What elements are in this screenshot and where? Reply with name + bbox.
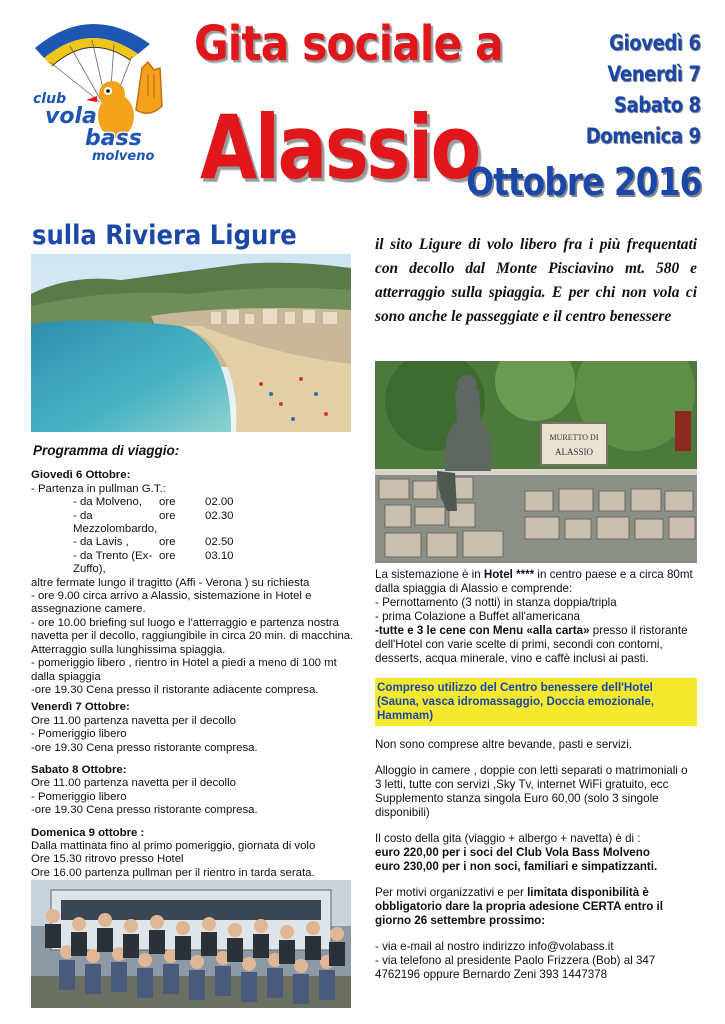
thursday-title: Giovedì 6 Ottobre: [31, 469, 131, 482]
cost-paragraph [375, 832, 697, 874]
stop-label: ore [159, 549, 176, 562]
spa-highlight: Compreso utilizzo del Centro benessere dell'Hotel (Sauna, vasca idromassaggio, Doccia emozionale, Hammam) [375, 678, 697, 726]
title-gita-sociale: Gita sociale a [194, 16, 503, 72]
sunday-line: Ore 16.00 partenza pullman per il rientro in tarda serata. [31, 866, 315, 879]
stop-row [31, 536, 355, 549]
stop-time: 02.00 [205, 496, 234, 509]
title-alassio: Alassio [200, 96, 479, 199]
stop-place: - da Trento (Ex- Zuffo), [73, 549, 153, 576]
cost-intro: Il costo della gita (viaggio + albergo + navetta) è di : [375, 832, 641, 845]
beach-photo [31, 254, 351, 432]
event-dates [567, 28, 701, 152]
date-friday: Venerdì 7 [607, 62, 701, 86]
muretto-alassio-photo [375, 361, 697, 563]
contact-phone: - via telefono al presidente Paolo Frizzera (Bob) al 347 4762196 oppure Bernardo Zeni 393 1447378 [375, 954, 656, 981]
muretto-sign-line1: MURETTO DI [549, 433, 599, 442]
cost-members: euro 220,00 per i soci del Club Vola Bass Molveno [375, 846, 650, 859]
sunday-line: Ore 15.30 ritrovo presso Hotel [31, 853, 184, 866]
accommodation-item: - Pernottamento (3 notti) in stanza doppia/tripla [375, 596, 617, 609]
friday-line: -ore 19.30 Cena presso ristorante compresa. [31, 741, 258, 754]
hotel-stars: Hotel **** [483, 568, 535, 581]
date-sunday: Domenica 9 [586, 124, 701, 148]
cost-non-members: euro 230,00 per i non soci, familiari e simpatizzanti. [375, 860, 658, 873]
stop-row [31, 550, 355, 577]
club-logo [30, 10, 180, 170]
stop-time: 03.10 [205, 549, 234, 562]
stop-place: - da Mezzolombardo, [73, 509, 158, 536]
friday-line: - Pomeriggio libero [31, 728, 127, 741]
stop-time: 02.50 [205, 536, 234, 549]
sunday-title: Domenica 9 ottobre : [31, 826, 145, 839]
saturday-line: -ore 19.30 Cena presso ristorante compresa. [31, 804, 258, 817]
accommodation-item: - prima Colazione a Buffet all'americana [375, 610, 580, 623]
saturday-title: Sabato 8 Ottobre: [31, 763, 127, 776]
dinner-bold: -tutte e 3 le cene con Menu «alla carta» [375, 624, 590, 637]
group-photo [31, 880, 351, 1008]
accommodation-paragraph [375, 568, 697, 666]
date-saturday: Sabato 8 [614, 93, 701, 117]
stop-label: ore [159, 496, 176, 509]
logo-club-text: club [33, 91, 67, 107]
month-year: Ottobre 2016 [465, 160, 701, 204]
stop-place: - da Molveno, [73, 496, 143, 509]
thursday-line: - pomeriggio libero , rientro in Hotel a piedi a meno di 100 mt dalla spiaggia [31, 657, 337, 683]
thursday-transfer: - Partenza in pullman G.T.: [31, 482, 166, 495]
stop-time: 02.30 [205, 509, 234, 522]
saturday-line: - Pomeriggio libero [31, 790, 127, 803]
intro-paragraph: il sito Ligure di volo libero fra i più frequentati con decollo dal Monte Pisciavino mt. 580 e atterraggio sulla spiaggia. E per chi non vola ci sono anche le passeggiate e il centro benessere [375, 236, 697, 325]
friday-title: Venerdì 7 Ottobre: [31, 701, 130, 714]
logo-vola-text: vola [45, 104, 97, 129]
date-thursday: Giovedì 6 [609, 31, 701, 55]
logo-bass-text: bass [85, 126, 142, 151]
booking-deadline: limitata disponibilità è obbligatorio dare la propria adesione CERTA entro il giorno 26 settembre prossimo: [375, 886, 663, 927]
contacts-paragraph [375, 940, 697, 982]
accommodation-text: in centro paese e a circa 80mt dalla spiaggia di Alassio e comprende: [375, 568, 693, 595]
thursday-line: -ore 19.30 Cena presso il ristorante adiacente compresa. [31, 683, 319, 696]
rooms-paragraph: Alloggio in camere , doppie con letti separati o matrimoniali o 3 letti, tutte con servizi ,Sky Tv, internet WiFi gratuito, ecc Supplemento stanza singola Euro 60,00 (solo 3 singole disponibili) [375, 764, 688, 819]
stop-label: ore [159, 536, 176, 549]
dinner-text: presso il ristorante dell'Hotel con varie scelte di primi, secondi con contorni, desserts, acqua minerale, vino e caffè inclusi ai pasti. [375, 624, 688, 665]
sunday-line: Dalla mattinata fino al primo pomeriggio, giornata di volo [31, 839, 316, 852]
friday-line: Ore 11.00 partenza navetta per il decollo [31, 714, 236, 727]
subtitle: sulla Riviera Ligure [32, 220, 297, 251]
booking-text: Per motivi organizzativi e per [375, 886, 528, 899]
saturday-line: Ore 11.00 partenza navetta per il decollo [31, 777, 236, 790]
thursday-line: altre fermate lungo il tragitto (Affi - Verona ) su richiesta [31, 576, 310, 589]
stop-row [31, 496, 355, 509]
logo-molveno-text: molveno [92, 149, 155, 164]
muretto-sign-line2: ALASSIO [554, 447, 594, 457]
stop-place: - da Lavis , [73, 536, 129, 549]
stop-row [31, 510, 355, 537]
program-section [31, 440, 355, 880]
stop-label: ore [159, 509, 176, 522]
accommodation-text: La sistemazione è in [375, 568, 484, 581]
thursday-line: - ore 9.00 circa arrivo a Alassio, sistemazione in Hotel e assegnazione camere. [31, 590, 312, 616]
booking-paragraph [375, 886, 697, 928]
details-section [375, 568, 697, 994]
not-included: Non sono comprese altre bevande, pasti e servizi. [375, 738, 633, 751]
program-title: Programma di viaggio: [33, 443, 180, 458]
contact-email: - via e-mail al nostro indirizzo info@volabass.it [375, 940, 614, 953]
thursday-line: - ore 10.00 briefing sul luogo e l'atterraggio e partenza nostra navetta per il decollo, raggiungibile in circa 20 min. di macchina. Atterraggio sulla lunghissima spiaggia. [31, 616, 354, 656]
